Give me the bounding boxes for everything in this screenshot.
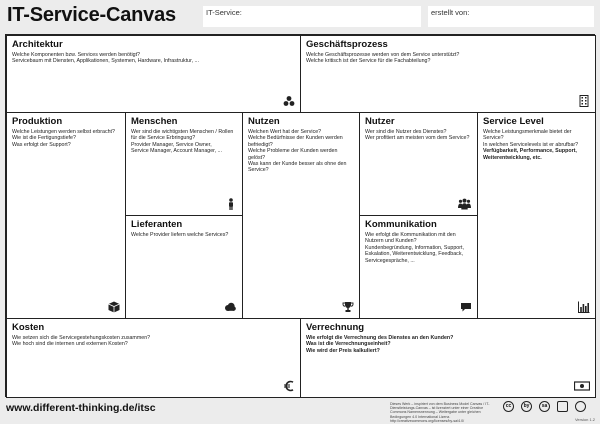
box-title: Produktion (12, 116, 63, 127)
box-question: Welche Probleme der Kunden werden gelöst? (248, 148, 338, 161)
box-kommunikation[interactable] (359, 215, 478, 319)
footer-url[interactable]: www.different-thinking.de/itsc (6, 402, 156, 414)
box-nutzen[interactable] (242, 112, 360, 319)
box-question: Welche kritisch ist der Service für die Fachabteilung? (306, 58, 431, 65)
box-service-level[interactable] (477, 112, 596, 319)
box-menschen[interactable] (125, 112, 243, 216)
box-question: Service Manager, Account Manager, ... (131, 148, 222, 155)
box-question: Welche Leistungsmerkmale bietet der Service? (483, 129, 572, 142)
box-question: Welche Provider liefern welche Services? (131, 232, 229, 238)
box-question: Welche Geschäftsprozesse werden von dem Service unterstützt? (306, 52, 460, 58)
box-title: Kommunikation (365, 219, 437, 230)
box-question: Servicebaum mit Diensten, Applikationen, Systemen, Hardware, Infrastruktur, ... (12, 58, 199, 65)
license-note: Dieses Werk – inspiriert von dem Business Model Canvas / IT-Dienstleistungs-Canvas – ist lizenziert unter einer Creative Commons Namensnennung – Weitergabe unter gleichen Bedingungen 4.0 International Lizenz. http://creativecommons.org/licenses/by-sa/4.0/ (390, 402, 490, 423)
box-question: Wie erfolgt die Kommunikation mit den Nutzern und Kunden? (365, 232, 456, 245)
box-question: Provider Manager, Service Owner, (131, 141, 212, 148)
box-question: Wie wird der Preis kalkuliert? (306, 347, 380, 354)
box-question: Welche Leistungen werden selbst erbracht? (12, 129, 115, 135)
box-question: Was erfolgt der Support? (12, 141, 71, 148)
box-question: Welche Komponenten bzw. Services werden benötigt? (12, 52, 140, 58)
speech-icon (460, 301, 472, 313)
euro-icon (283, 380, 295, 392)
box-architektur[interactable] (6, 35, 301, 113)
box-question: Verfügbarkeit, Performance, Support, Weiterentwicklung, etc. (483, 148, 577, 161)
cc-license-icon (575, 401, 586, 412)
box-title: Nutzen (248, 116, 280, 127)
service-name-field[interactable] (203, 6, 421, 27)
cc-badge-icon (557, 401, 568, 412)
box-title: Architektur (12, 39, 63, 50)
box-lieferanten[interactable] (125, 215, 243, 319)
box-nutzer[interactable] (359, 112, 478, 216)
box-kosten[interactable] (6, 318, 301, 398)
box-question: Wie hoch sind die internen und externen Kosten? (12, 341, 128, 348)
by-icon: by (521, 401, 532, 412)
box-title: Geschäftsprozess (306, 39, 388, 50)
box-title: Menschen (131, 116, 178, 127)
components-icon (283, 95, 295, 107)
box-question: Was kann der Kunde besser als ohne den Service? (248, 161, 347, 174)
box-title: Service Level (483, 116, 544, 127)
box-question: Was ist die Verrechnungseinheit? (306, 341, 391, 348)
box-question: In welchen Servicelevels ist er abrufbar? (483, 141, 579, 148)
person-icon (225, 198, 237, 210)
sa-icon: sa (539, 401, 550, 412)
box-question: Kundenbegründung, Information, Support, Eskalation, Weiterentwicklung, Feedback, Servicegespräche, ... (365, 244, 464, 264)
box-question: Wer sind die Nutzer des Dienstes? (365, 129, 447, 135)
box-title: Kosten (12, 322, 45, 333)
box-question: Wer sind die wichtigsten Menschen / Rollen für die Service Erbringung? (131, 129, 234, 142)
box-question: Welchen Wert hat der Service? (248, 129, 322, 135)
page-title: IT-Service-Canvas (7, 4, 176, 26)
box-title: Verrechnung (306, 322, 365, 333)
box-question: Wie ist die Fertigungstiefe? (12, 135, 76, 142)
version-label: Version 1.2 (574, 417, 595, 422)
box-question: Wer profitiert am meisten vom dem Service? (365, 135, 470, 142)
cloud-icon (223, 301, 237, 313)
canvas-grid (5, 34, 595, 397)
box-verrechnung[interactable] (300, 318, 596, 398)
box-geschaeftsprozess[interactable] (300, 35, 596, 113)
author-label: erstellt von: (431, 8, 470, 17)
bar-chart-icon (578, 301, 590, 313)
author-field[interactable] (428, 6, 594, 27)
trophy-icon (342, 301, 354, 313)
banknote-icon (574, 380, 590, 392)
box-question: Wie erfolgt die Verrechnung des Dienstes an den Kunden? (306, 335, 454, 341)
service-name-label: IT-Service: (206, 8, 242, 17)
building-icon (578, 95, 590, 107)
box-question: Welche Bedürfnisse der Kunden werden befriedigt? (248, 135, 343, 148)
box-title: Lieferanten (131, 219, 183, 230)
box-title: Nutzer (365, 116, 395, 127)
box-produktion[interactable] (6, 112, 126, 319)
cc-icon: cc (503, 401, 514, 412)
box-question: Wie setzen sich die Servicegestehungskosten zusammen? (12, 335, 151, 341)
box-icon (108, 301, 120, 313)
group-icon (457, 198, 472, 210)
